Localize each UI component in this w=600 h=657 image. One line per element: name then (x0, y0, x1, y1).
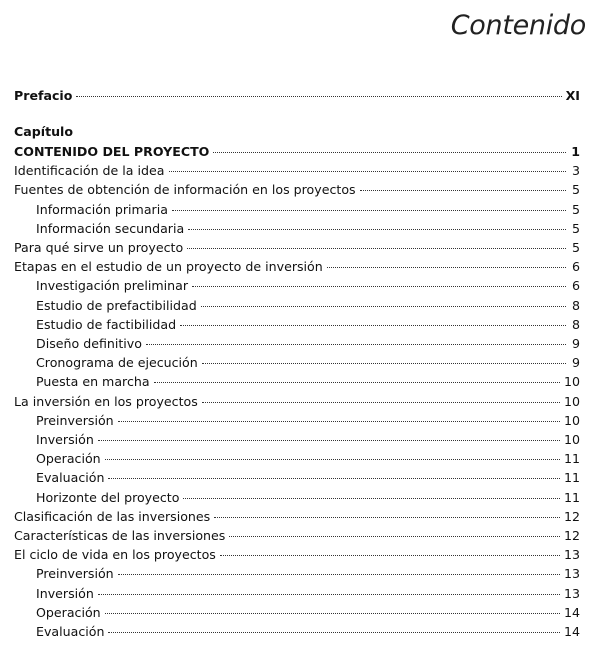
dot-leader (169, 171, 567, 172)
toc-entry-page: 14 (563, 604, 580, 620)
toc-entry[interactable] (14, 278, 584, 295)
toc-entry[interactable] (14, 432, 584, 449)
dot-leader (214, 517, 560, 518)
toc-entry-label: Identificación de la idea (14, 163, 165, 179)
toc-entry-page: 1 (571, 144, 580, 159)
toc-entry-label: Diseño definitivo (36, 336, 142, 351)
toc-entry-page: 5 (571, 240, 580, 255)
toc-entry-label: Para qué sirve un proyecto (14, 240, 184, 255)
toc-entry-page: 8 (571, 316, 580, 332)
toc-entry-label: Evaluación (36, 624, 105, 639)
toc-entry-label: Prefacio (14, 88, 73, 103)
dot-leader (108, 632, 560, 633)
toc-entry-label: Características de las inversiones (14, 528, 226, 543)
toc-entry-label: Operación (36, 604, 101, 620)
dot-leader (105, 459, 560, 460)
toc-entry[interactable] (14, 298, 584, 315)
toc-entry[interactable] (14, 355, 584, 372)
toc-entry-label: CONTENIDO DEL PROYECTO (14, 144, 210, 159)
chapter-label: Capítulo (14, 124, 74, 139)
toc-entry[interactable] (14, 547, 584, 564)
toc-entry-label: Información secundaria (36, 220, 185, 236)
toc-entry-page: 6 (571, 278, 580, 294)
dot-leader (154, 382, 560, 383)
dot-leader (220, 555, 560, 556)
toc-entry[interactable] (14, 490, 584, 507)
toc-entry-page: 3 (571, 163, 580, 179)
toc-entry-label: Horizonte del proyecto (36, 489, 180, 505)
toc-entry-page: 12 (563, 528, 580, 543)
toc-entry[interactable] (14, 259, 584, 276)
dot-leader (360, 190, 566, 191)
toc-entry[interactable] (14, 182, 584, 199)
page-title: Contenido (450, 10, 586, 41)
toc-entry[interactable] (14, 509, 584, 526)
dot-leader (202, 363, 566, 364)
toc-entry-page: 8 (571, 297, 580, 313)
toc-entry-label: Inversión (36, 585, 94, 601)
toc-entry[interactable] (14, 374, 584, 391)
toc-entry-label: Estudio de prefactibilidad (36, 297, 197, 313)
toc-entry-preface[interactable] (14, 88, 584, 105)
toc-entry-page: 10 (563, 393, 580, 409)
toc-entry-label: Preinversión (36, 566, 114, 582)
toc-entry-page: 13 (563, 547, 580, 563)
toc-entry[interactable] (14, 336, 584, 353)
toc-entry-label: Investigación preliminar (36, 278, 189, 294)
dot-leader (180, 325, 566, 326)
dot-leader (118, 574, 560, 575)
toc-entry[interactable] (14, 566, 584, 583)
dot-leader (98, 440, 560, 441)
toc-entry[interactable] (14, 470, 584, 487)
dot-leader (172, 210, 566, 211)
dot-leader (192, 286, 566, 287)
toc-entry[interactable] (14, 394, 584, 411)
toc-entry-page: 14 (563, 624, 580, 639)
toc-entry-page: 6 (571, 259, 580, 275)
dot-leader (188, 229, 566, 230)
toc-entry-label: Etapas en el estudio de un proyecto de inversión (14, 259, 323, 275)
toc-entry-label: Clasificación de las inversiones (14, 508, 211, 524)
toc-entry-label: La inversión en los proyectos (14, 393, 198, 409)
toc-entry-page: 10 (563, 374, 580, 390)
toc-entry[interactable] (14, 202, 584, 219)
toc-entry-label: Cronograma de ejecución (36, 355, 198, 371)
dot-leader (202, 402, 560, 403)
toc-entry-page: 11 (563, 451, 580, 467)
toc-entry-label: Inversión (36, 432, 94, 447)
toc-entry-page: 5 (571, 220, 580, 236)
dot-leader (213, 152, 566, 153)
toc-entry-label: Fuentes de obtención de información en los proyectos (14, 182, 356, 198)
dot-leader (105, 613, 560, 614)
toc-entry[interactable] (14, 240, 584, 257)
toc-entry-page: 9 (571, 355, 580, 371)
toc-entry-label: Estudio de factibilidad (36, 316, 177, 332)
dot-leader (201, 306, 566, 307)
toc-entry[interactable] (14, 317, 584, 334)
toc-entry[interactable] (14, 528, 584, 545)
toc-entry[interactable] (14, 221, 584, 238)
toc-entry[interactable] (14, 586, 584, 603)
toc-entry-page: 11 (563, 470, 580, 486)
dot-leader (183, 498, 560, 499)
toc-entry-page: XI (565, 88, 580, 103)
toc-entry[interactable] (14, 144, 584, 161)
toc-entry-page: 10 (563, 432, 580, 447)
dot-leader (108, 478, 560, 479)
toc-entry-page: 12 (563, 508, 580, 524)
dot-leader (98, 594, 560, 595)
toc-entry[interactable] (14, 624, 584, 641)
dot-leader (76, 96, 561, 97)
dot-leader (327, 267, 566, 268)
toc-entry[interactable] (14, 451, 584, 468)
toc-entry-label: El ciclo de vida en los proyectos (14, 547, 216, 563)
toc-entry[interactable] (14, 413, 584, 430)
toc-entry-page: 13 (563, 566, 580, 582)
toc-entry-label: Puesta en marcha (36, 374, 150, 390)
toc-entry[interactable] (14, 605, 584, 622)
dot-leader (229, 536, 560, 537)
toc-entry-label: Operación (36, 451, 101, 467)
toc-entry-label: Información primaria (36, 201, 168, 217)
toc-entry-label: Preinversión (36, 412, 114, 428)
toc-entry-page: 10 (563, 412, 580, 428)
toc-entry-page: 9 (571, 336, 580, 351)
dot-leader (146, 344, 566, 345)
dot-leader (118, 421, 560, 422)
toc-entry-page: 11 (563, 489, 580, 505)
toc-entry[interactable] (14, 163, 584, 180)
toc-entry-page: 5 (571, 182, 580, 198)
dot-leader (187, 248, 566, 249)
toc-entry-page: 5 (571, 201, 580, 217)
toc-entry-label: Evaluación (36, 470, 105, 486)
toc-entry-page: 13 (563, 585, 580, 601)
